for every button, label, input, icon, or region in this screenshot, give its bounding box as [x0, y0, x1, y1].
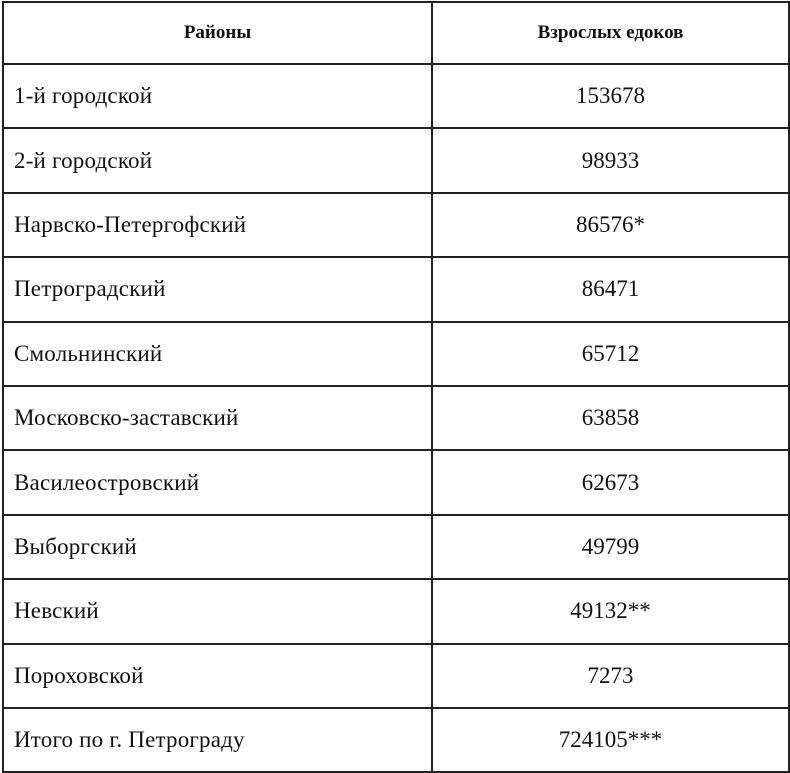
table-row — [3, 193, 789, 257]
adult-eaters-count: 62673 — [432, 450, 789, 514]
district-name: 1-й городской — [3, 64, 432, 128]
adult-eaters-count: 86576* — [432, 193, 789, 257]
district-name: Нарвско-Петергофский — [3, 193, 432, 257]
district-name: Василеостровский — [3, 450, 432, 514]
adult-eaters-count: 7273 — [432, 644, 789, 708]
header-districts: Районы — [3, 2, 432, 64]
district-name: Петроградский — [3, 257, 432, 321]
table-row — [3, 644, 789, 708]
header-adult-eaters: Взрослых едоков — [432, 2, 789, 64]
table-row — [3, 450, 789, 514]
adult-eaters-count: 49799 — [432, 515, 789, 579]
table-header-row — [3, 2, 789, 64]
district-name: 2-й городской — [3, 128, 432, 192]
adult-eaters-count: 63858 — [432, 386, 789, 450]
adult-eaters-count: 86471 — [432, 257, 789, 321]
total-label: Итого по г. Петрограду — [3, 708, 432, 772]
table-row — [3, 386, 789, 450]
district-name: Московско-заставский — [3, 386, 432, 450]
table-row — [3, 322, 789, 386]
adult-eaters-count: 98933 — [432, 128, 789, 192]
district-name: Смольнинский — [3, 322, 432, 386]
district-name: Невский — [3, 579, 432, 643]
table-row — [3, 64, 789, 128]
district-name: Пороховской — [3, 644, 432, 708]
district-name: Выборгский — [3, 515, 432, 579]
table-row — [3, 579, 789, 643]
adult-eaters-count: 49132** — [432, 579, 789, 643]
adult-eaters-count: 153678 — [432, 64, 789, 128]
table-row — [3, 257, 789, 321]
table-row — [3, 128, 789, 192]
adult-eaters-count: 65712 — [432, 322, 789, 386]
table-total-row — [3, 708, 789, 772]
districts-table — [2, 1, 790, 773]
table-row — [3, 515, 789, 579]
total-count: 724105*** — [432, 708, 789, 772]
